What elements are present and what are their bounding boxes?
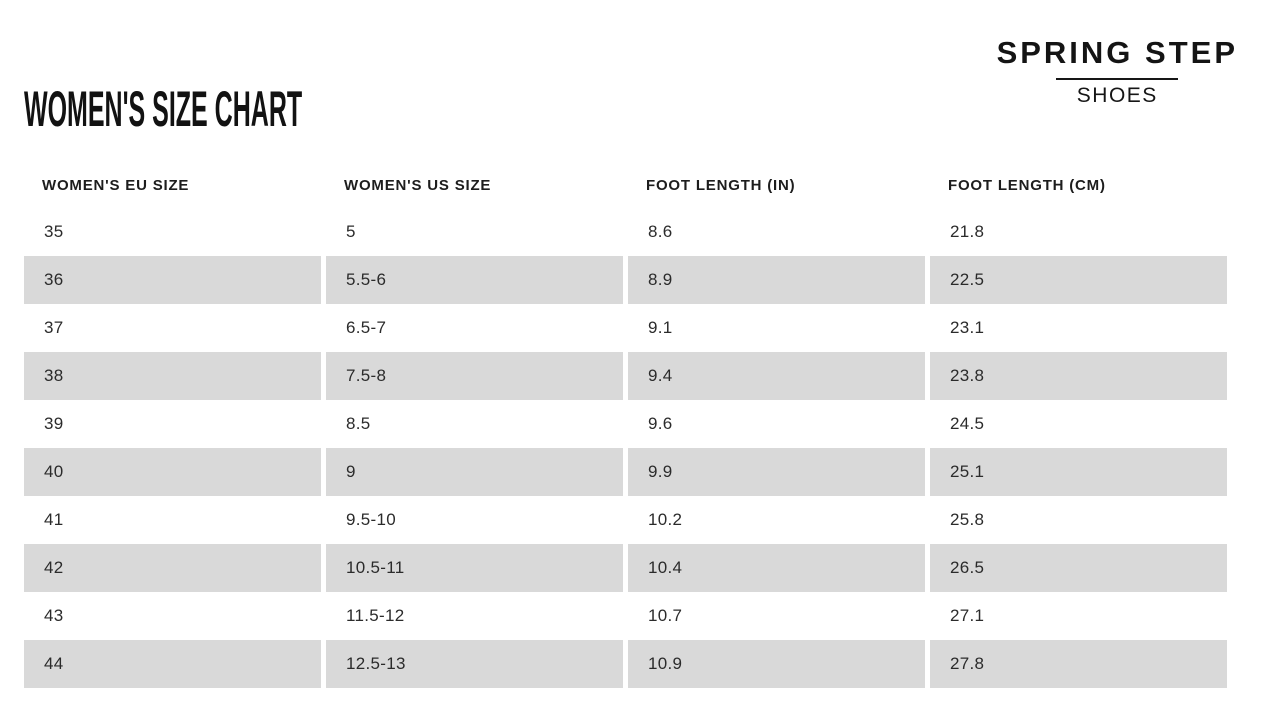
brand-logo [997, 37, 1238, 106]
foot-length-cm-cell: 23.8 [930, 352, 1227, 400]
table-row [24, 400, 1227, 448]
foot-length-cm-cell: 25.8 [930, 496, 1227, 544]
brand-subtitle: SHOES [1076, 84, 1158, 107]
us-size-cell: 5 [326, 208, 623, 256]
foot-length-cm-cell: 22.5 [930, 256, 1227, 304]
table-row [24, 592, 1227, 640]
eu-size-cell: 36 [24, 256, 321, 304]
foot-length-in-cell: 9.6 [628, 400, 925, 448]
us-size-cell: 6.5-7 [326, 304, 623, 352]
table-row [24, 352, 1227, 400]
eu-size-cell: 37 [24, 304, 321, 352]
table-row [24, 544, 1227, 592]
table-row [24, 256, 1227, 304]
us-size-cell: 11.5-12 [326, 592, 623, 640]
us-size-cell: 8.5 [326, 400, 623, 448]
eu-size-cell: 35 [24, 208, 321, 256]
foot-length-in-cell: 10.7 [628, 592, 925, 640]
foot-length-in-cell: 10.2 [628, 496, 925, 544]
us-size-cell: 12.5-13 [326, 640, 623, 688]
foot-length-in-cell: 9.4 [628, 352, 925, 400]
brand-divider-line [1056, 78, 1178, 80]
foot-length-cm-cell: 27.1 [930, 592, 1227, 640]
foot-length-cm-cell: 23.1 [930, 304, 1227, 352]
table-row [24, 448, 1227, 496]
eu-size-cell: 43 [24, 592, 321, 640]
us-size-cell: 9.5-10 [326, 496, 623, 544]
size-chart-table [24, 162, 1227, 688]
eu-size-cell: 42 [24, 544, 321, 592]
table-row [24, 304, 1227, 352]
us-size-cell: 5.5-6 [326, 256, 623, 304]
header-eu-size: WOMEN'S EU SIZE [42, 176, 190, 194]
header-us-size: WOMEN'S US SIZE [344, 176, 492, 194]
us-size-cell: 7.5-8 [326, 352, 623, 400]
foot-length-cm-cell: 26.5 [930, 544, 1227, 592]
foot-length-in-cell: 8.9 [628, 256, 925, 304]
foot-length-in-cell: 10.4 [628, 544, 925, 592]
foot-length-in-cell: 10.9 [628, 640, 925, 688]
foot-length-cm-cell: 25.1 [930, 448, 1227, 496]
foot-length-cm-cell: 24.5 [930, 400, 1227, 448]
header-foot-length-in: FOOT LENGTH (IN) [646, 176, 796, 194]
eu-size-cell: 44 [24, 640, 321, 688]
foot-length-cm-cell: 27.8 [930, 640, 1227, 688]
foot-length-in-cell: 9.1 [628, 304, 925, 352]
eu-size-cell: 38 [24, 352, 321, 400]
header-foot-length-cm: FOOT LENGTH (CM) [948, 176, 1106, 194]
page-title: WOMEN'S SIZE CHART [24, 81, 303, 137]
us-size-cell: 9 [326, 448, 623, 496]
foot-length-in-cell: 9.9 [628, 448, 925, 496]
table-row [24, 640, 1227, 688]
brand-name: SPRING STEP [996, 35, 1238, 70]
eu-size-cell: 40 [24, 448, 321, 496]
table-header-row [24, 162, 1227, 208]
eu-size-cell: 39 [24, 400, 321, 448]
table-row [24, 208, 1227, 256]
table-row [24, 496, 1227, 544]
foot-length-in-cell: 8.6 [628, 208, 925, 256]
eu-size-cell: 41 [24, 496, 321, 544]
foot-length-cm-cell: 21.8 [930, 208, 1227, 256]
us-size-cell: 10.5-11 [326, 544, 623, 592]
